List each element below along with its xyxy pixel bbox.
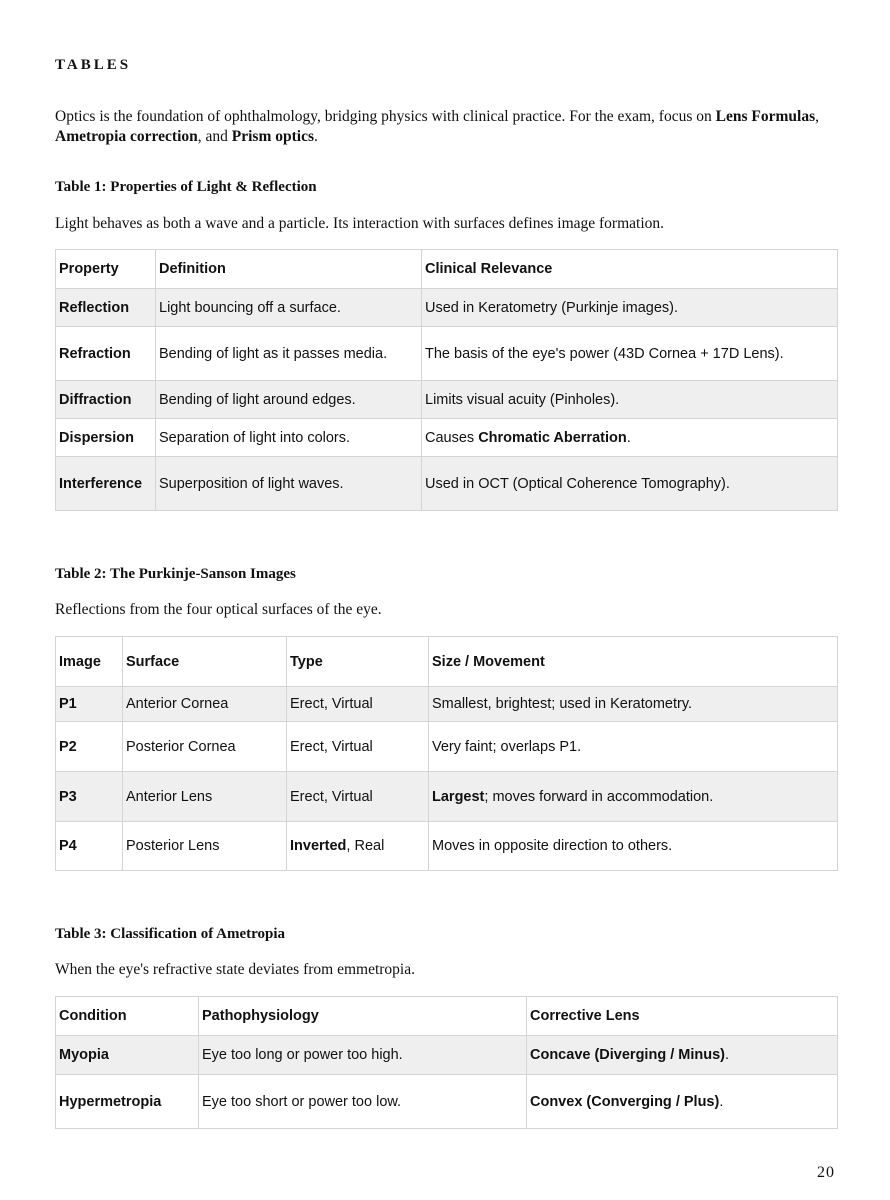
table-row (56, 722, 838, 772)
table-row (56, 289, 838, 327)
table-header-row (56, 250, 838, 289)
table3-ametropia (55, 996, 838, 1129)
table-row (56, 419, 838, 457)
table1-description: Light behaves as both a wave and a particle. Its interaction with surfaces defines image formation. (55, 215, 665, 232)
table-row (56, 1036, 838, 1075)
cell-relevance: Limits visual acuity (Pinholes). (422, 381, 838, 419)
intro-text: , (815, 108, 819, 125)
cell-type: Erect, Virtual (287, 722, 429, 772)
table-header-row (56, 637, 838, 687)
table-row (56, 687, 838, 722)
cell-definition: Light bouncing off a surface. (156, 289, 422, 327)
column-header: Image (56, 637, 123, 687)
cell-bold-text: Concave (Diverging / Minus) (530, 1047, 725, 1063)
cell-bold-text: Chromatic Aberration (478, 429, 627, 446)
cell-image: P1 (56, 687, 123, 722)
table1-properties-of-light (55, 249, 838, 511)
column-header: Condition (56, 997, 199, 1036)
cell-image: P4 (56, 822, 123, 871)
cell-size: Smallest, brightest; used in Keratometry. (429, 687, 838, 722)
intro-paragraph (55, 107, 845, 147)
cell-relevance: Used in Keratometry (Purkinje images). (422, 289, 838, 327)
intro-bold-lens-formulas: Lens Formulas (715, 108, 816, 125)
column-header: Clinical Relevance (422, 250, 838, 289)
cell-size: Very faint; overlaps P1. (429, 722, 838, 772)
intro-bold-prism: Prism optics (231, 128, 315, 145)
cell-surface: Posterior Lens (123, 822, 287, 871)
cell-bold-text: Convex (Converging / Plus) (530, 1093, 720, 1110)
column-header: Definition (156, 250, 422, 289)
cell-bold-text: Largest (432, 788, 485, 805)
cell-bold-text: Inverted (290, 838, 347, 854)
table-row (56, 772, 838, 822)
cell-text: . (719, 1093, 724, 1110)
cell-pathophysiology: Eye too long or power too high. (199, 1036, 527, 1075)
cell-property: Diffraction (56, 381, 156, 419)
cell-text: , Real (346, 838, 385, 854)
cell-corrective-lens (527, 1036, 838, 1075)
intro-text: Optics is the foundation of ophthalmology, bridging physics with clinical practice. For the exam, focus on (55, 108, 716, 125)
cell-image: P2 (56, 722, 123, 772)
cell-surface: Posterior Cornea (123, 722, 287, 772)
table-row (56, 1075, 838, 1129)
cell-image: P3 (56, 772, 123, 822)
table3-title: Table 3: Classification of Ametropia (55, 926, 286, 942)
table2-purkinje-images (55, 636, 838, 871)
table-row (56, 327, 838, 381)
column-header: Size / Movement (429, 637, 838, 687)
cell-surface: Anterior Lens (123, 772, 287, 822)
table1-title: Table 1: Properties of Light & Reflection (55, 179, 317, 195)
page-number: 20 (817, 1164, 835, 1181)
table-header-row (56, 997, 838, 1036)
cell-type: Erect, Virtual (287, 687, 429, 722)
cell-type (287, 822, 429, 871)
cell-property: Refraction (56, 327, 156, 381)
cell-type: Erect, Virtual (287, 772, 429, 822)
cell-definition: Bending of light around edges. (156, 381, 422, 419)
cell-property: Dispersion (56, 419, 156, 457)
cell-size: Moves in opposite direction to others. (429, 822, 838, 871)
column-header: Surface (123, 637, 287, 687)
table2-title: Table 2: The Purkinje-Sanson Images (55, 566, 296, 582)
cell-condition: Hypermetropia (56, 1075, 199, 1129)
intro-text: , and (197, 128, 232, 145)
cell-definition: Separation of light into colors. (156, 419, 422, 457)
table-row (56, 381, 838, 419)
cell-size (429, 772, 838, 822)
intro-text: . (314, 128, 318, 145)
cell-corrective-lens (527, 1075, 838, 1129)
table3-description: When the eye's refractive state deviates from emmetropia. (55, 961, 415, 978)
cell-relevance: The basis of the eye's power (43D Cornea + 17D Lens). (422, 327, 838, 381)
column-header: Pathophysiology (199, 997, 527, 1036)
cell-property: Interference (56, 457, 156, 511)
cell-definition: Superposition of light waves. (156, 457, 422, 511)
column-header: Corrective Lens (527, 997, 838, 1036)
intro-bold-ametropia: Ametropia correction (55, 128, 198, 145)
cell-property: Reflection (56, 289, 156, 327)
cell-text: . (626, 429, 631, 446)
cell-text: ; moves forward in accommodation. (484, 788, 714, 805)
column-header: Type (287, 637, 429, 687)
cell-relevance (422, 419, 838, 457)
column-header: Property (56, 250, 156, 289)
cell-text: . (724, 1047, 730, 1063)
section-heading: TABLES (55, 57, 132, 73)
cell-definition: Bending of light as it passes media. (156, 327, 422, 381)
cell-relevance: Used in OCT (Optical Coherence Tomography). (422, 457, 838, 511)
table-row (56, 457, 838, 511)
cell-condition: Myopia (56, 1036, 199, 1075)
cell-surface: Anterior Cornea (123, 687, 287, 722)
table-row (56, 822, 838, 871)
cell-text: Causes (425, 429, 479, 446)
cell-pathophysiology: Eye too short or power too low. (199, 1075, 527, 1129)
table2-description: Reflections from the four optical surfaces of the eye. (55, 601, 382, 618)
